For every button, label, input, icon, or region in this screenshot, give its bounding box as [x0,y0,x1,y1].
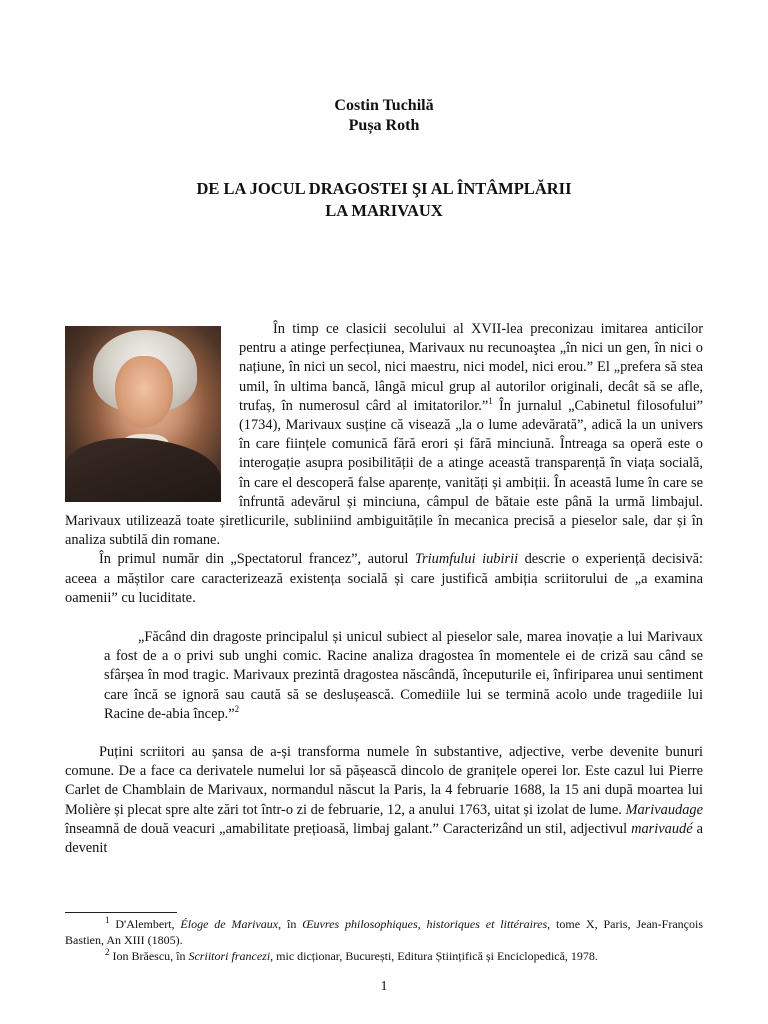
footnote-text: , în [278,917,303,931]
paragraph-2-italic: Triumfului iubirii [414,551,519,568]
author-name: Pușa Roth [348,117,420,134]
portrait-face [115,356,173,428]
paragraph-3-text-cont: înseamnă de două veacuri „amabilitate prețioasă, limbaj galant.” Caracterizând un stil, adjectivul [65,820,632,837]
footnote-text: , tome X, Paris, Jean-François Bastien, An XIII (1805). [65,917,703,947]
footnote-2 [65,948,703,964]
footnote-italic: Éloge de Marivaux [180,917,279,931]
paragraph-3 [65,743,703,858]
paragraph-3-italic: Marivaudage [625,801,703,818]
paragraph-1-text-cont: În jurnalul „Cabinetul filosofului” (1734), Marivaux susține că visează „la o lume adevărată”, adică la un univers în care ființele comunică fără erori și fără minciună. Întreaga sa operă este o interogație asupra posibilității de a atinge această transparență în viața socială, în care el descoperă false aparențe, vanități și ambiții. În această lume în care se înfruntă adevărul și minciuna, câmpul de bătaie este până la urmă limbajul. Marivaux utilizează toate șiretlicurile, subliniind ambiguitățile în mecanica precisă a pieselor sale, dar și în analiza subtilă din romane. [65,397,703,549]
footnote-ref-2[interactable]: 2 [234,704,240,715]
page-number: 1 [380,979,388,994]
footnote-number: 2 [105,947,110,957]
footnote-text: Ion Brăescu, în [109,949,189,963]
paragraph-3-text: Puțini scriitori au șansa de a-și transforma numele în substantive, adjective, verbe devenite bunuri comune. De a face ca derivatele numelui lor să pășească dincolo de granițele operei lor. Este cazul lui Pierre Carlet de Chamblain de Marivaux, normandul născut la Paris, la 4 februarie 1688, la 15 ani după moartea lui Molière și plecat spre alte zări tot într-o zi de februarie, 12, a anului 1763, uitat și izolat de lume. [65,744,703,818]
footnote-number: 1 [105,915,110,925]
body-text [65,320,703,858]
paragraph-3-italic-2: marivaudé [631,820,693,837]
title-line: DE LA JOCUL DRAGOSTEI ŞI AL ÎNTÂMPLĂRII [196,179,572,198]
paragraph-2-text-cont: descrie o experiență decisivă: aceea a măștilor care caracterizează existența socială și care justifică ambiția scriitorului de „a examina oamenii” cu luciditate. [65,551,704,606]
footnote-italic: Scriitori francezi [188,949,271,963]
marivaux-portrait-image [65,326,221,502]
author-name: Costin Tuchilă [334,97,434,114]
footnote-divider [65,912,177,913]
author-block [0,96,768,136]
block-quote [104,628,703,724]
paragraph-2 [65,550,703,608]
footnote-italic: Œuvres philosophiques, historiques et littéraires [302,917,548,931]
footnote-text: , mic dicționar, București, Editura Științifică și Enciclopedică, 1978. [270,949,598,963]
paragraph-2-text: În primul număr din „Spectatorul francez”, autorul [99,551,415,568]
footnote-1 [65,916,703,948]
portrait-coat [65,438,221,502]
footnotes [65,916,703,964]
footnote-ref-1[interactable]: 1 [488,396,493,407]
title-line: LA MARIVAUX [325,201,443,220]
document-title [0,178,768,222]
paragraph-3-text-end: a devenit [65,820,703,857]
paragraph-1-text: În timp ce clasicii secolului al XVII-lea preconizau imitarea anticilor pentru a atinge perfecțiunea, Marivaux nu recunoaştea „în nici un gen, în nici o națiune, în nici un secol, nici maestru, nici model, nici erou.” El „prefera să stea umil, în ultima bancă, lângă micul grup al autorilor originali, decât să se afle, trufaș, în numerosul cârd al imitatorilor.” [239,321,703,414]
quote-text: „Făcând din dragoste principalul și unicul subiect al pieselor sale, marea inovație a lui Marivaux a fost de a o privi sub unghi comic. Racine analiza dragostea în momentele ei de criză sau când se sfârșea în mod tragic. Marivaux prezintă dragostea născândă, începuturile ei, înfiriparea unui sentiment care încă se ignoră sau caută să se deslușească. Comediile lui se termină acolo unde tragediile lui Racine de-abia încep.” [104,629,703,722]
footnote-text: D'Alembert, [109,917,181,931]
